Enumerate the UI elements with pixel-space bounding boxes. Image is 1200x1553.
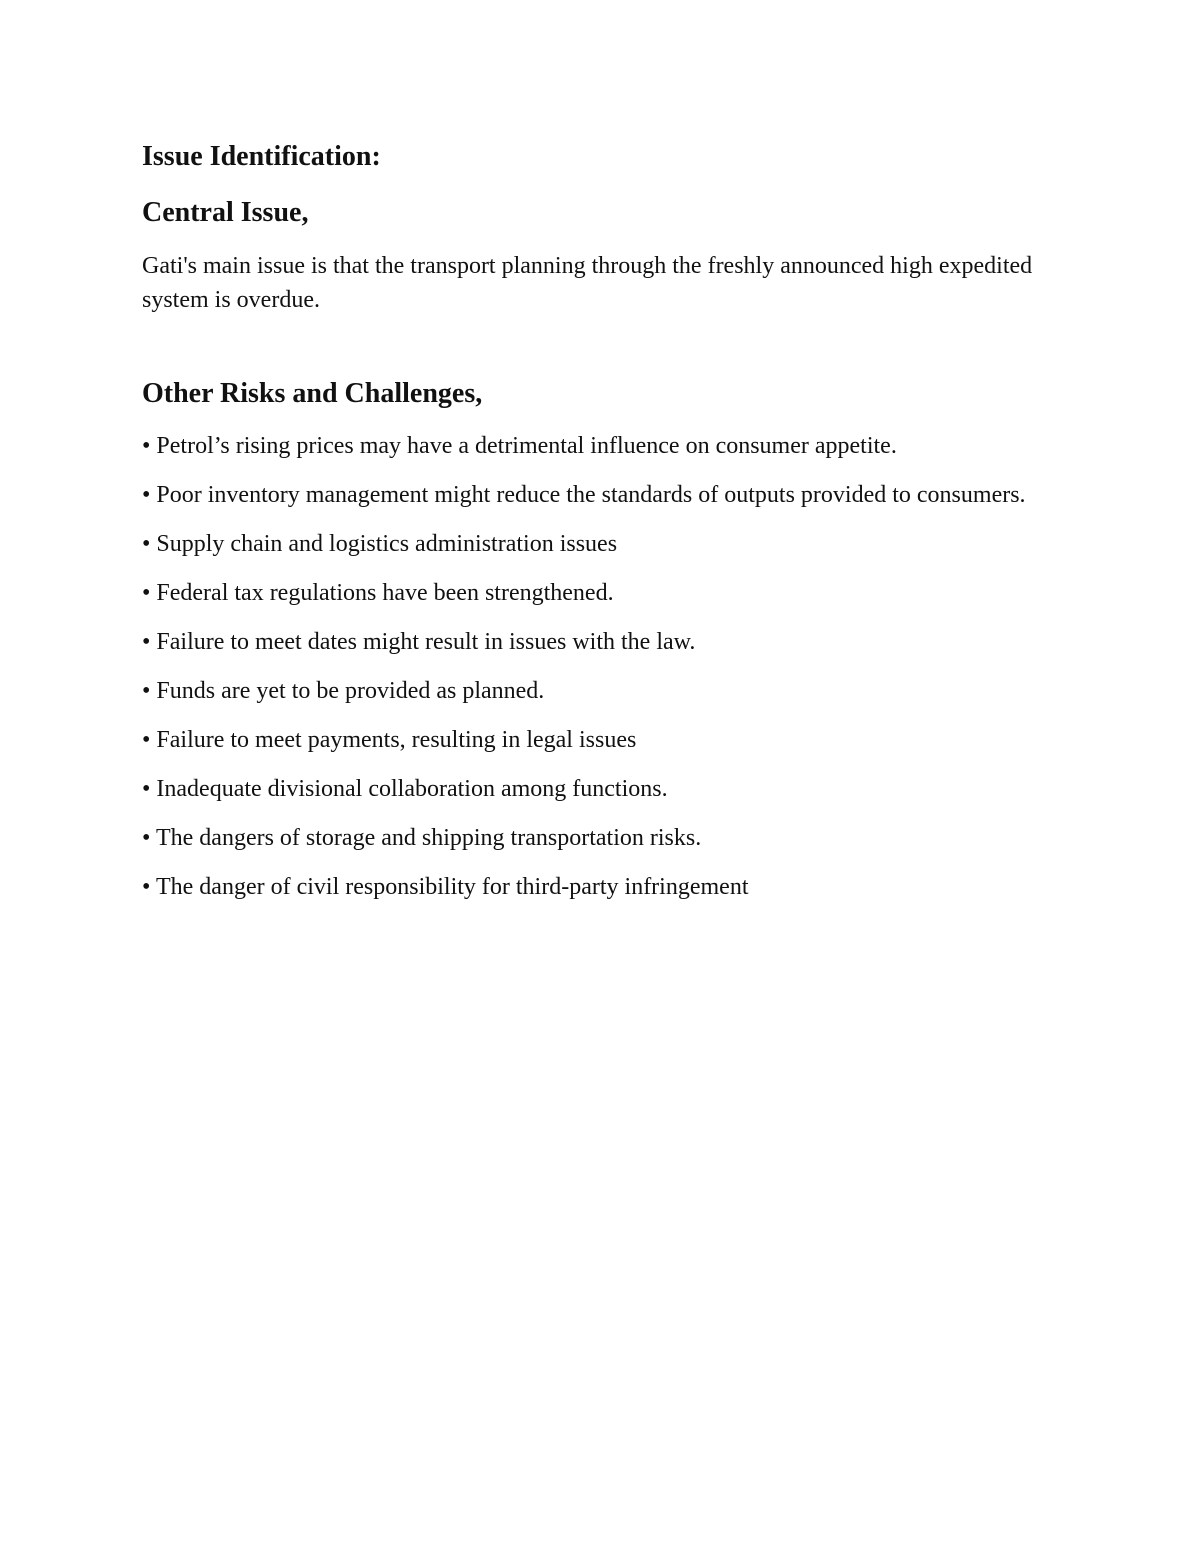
bullet-icon: •	[142, 530, 151, 557]
risk-item-text: Failure to meet dates might result in issues with the law.	[156, 628, 696, 655]
risk-item	[142, 723, 1062, 757]
bullet-icon: •	[142, 726, 151, 753]
risk-item-text: Failure to meet payments, resulting in legal issues	[156, 726, 637, 753]
heading-other-risks: Other Risks and Challenges,	[142, 378, 483, 410]
heading-issue-identification: Issue Identification:	[142, 141, 381, 172]
bullet-icon: •	[142, 432, 151, 459]
risk-item	[142, 870, 1062, 904]
bullet-icon: •	[142, 873, 151, 900]
risk-item	[142, 821, 1062, 855]
risk-item	[142, 478, 1062, 512]
risk-item-text: Petrol’s rising prices may have a detrimental influence on consumer appetite.	[156, 432, 897, 459]
heading-central-issue: Central Issue,	[142, 196, 309, 228]
bullet-icon: •	[142, 775, 151, 802]
risk-list	[142, 429, 1062, 904]
bullet-icon: •	[142, 579, 151, 606]
risk-item-text: Inadequate divisional collaboration among functions.	[156, 775, 668, 802]
section-spacer	[142, 317, 1062, 377]
risk-item-text: The dangers of storage and shipping transportation risks.	[155, 824, 702, 851]
risk-item-text: Federal tax regulations have been strengthened.	[156, 579, 614, 606]
risk-item	[142, 772, 1062, 806]
risk-item-text: Supply chain and logistics administration issues	[156, 530, 618, 557]
risk-item	[142, 674, 1062, 708]
risk-item	[142, 429, 1062, 463]
bullet-icon: •	[142, 824, 151, 851]
risk-item-text: Funds are yet to be provided as planned.	[156, 677, 545, 704]
risk-item	[142, 527, 1062, 561]
risk-item-text: Poor inventory management might reduce the standards of outputs provided to consumers.	[156, 481, 1026, 508]
document-page	[142, 140, 1062, 919]
bullet-icon: •	[142, 628, 151, 655]
central-issue-paragraph: Gati's main issue is that the transport planning through the freshly announced high expedited system is overdue.	[142, 253, 1033, 314]
risk-item	[142, 576, 1062, 610]
risk-item	[142, 625, 1062, 659]
risk-item-text: The danger of civil responsibility for third-party infringement	[155, 873, 749, 900]
bullet-icon: •	[142, 481, 151, 508]
bullet-icon: •	[142, 677, 151, 704]
